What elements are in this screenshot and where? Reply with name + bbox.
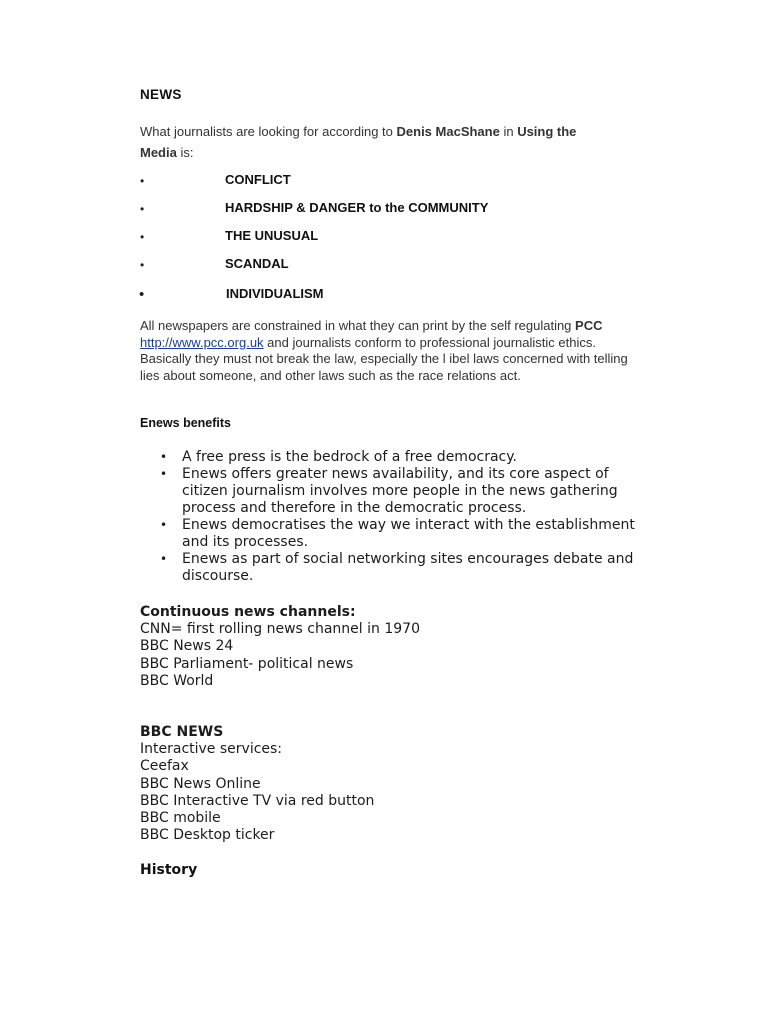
criteria-item: THE UNUSUAL [225, 228, 319, 243]
pcc-link[interactable]: http://www.pcc.org.uk [140, 334, 264, 350]
criteria-bullet: • [140, 202, 145, 216]
list-item: Ceefax [140, 758, 189, 775]
list-item [140, 449, 640, 466]
bbc-news-subheading: Interactive services: [140, 741, 283, 758]
list-item-text: Enews as part of social networking sites encourages debate and discourse. [182, 551, 634, 584]
bullet: • [160, 467, 168, 481]
list-item: BBC News 24 [140, 638, 234, 655]
pcc-abbreviation: PCC [575, 318, 603, 333]
list-item: BBC World [140, 672, 214, 689]
criteria-item: SCANDAL [225, 256, 289, 271]
criteria-bullet: • [140, 258, 145, 272]
pcc-text-before: All newspapers are constrained in what they can print by the self regulating [140, 318, 576, 333]
pcc-paragraph [140, 318, 640, 384]
list-item [140, 517, 640, 551]
history-heading: History [140, 862, 198, 878]
list-item: BBC mobile [140, 810, 221, 827]
list-item-text: Enews offers greater news availability, and its core aspect of citizen journalism involves more people in the news gathering process and therefore in the democratic process. [182, 466, 618, 516]
bbc-news-heading: BBC NEWS [140, 724, 224, 740]
intro-author: Denis MacShane [396, 124, 500, 139]
intro-line [140, 124, 576, 139]
list-item [140, 466, 640, 517]
continuous-news-channels-section [140, 604, 420, 690]
intro-line-continued [140, 145, 193, 160]
list-item: CNN= first rolling news channel in 1970 [140, 621, 420, 638]
list-item: BBC News Online [140, 775, 261, 792]
bullet: • [160, 552, 168, 566]
intro-prefix: What journalists are looking for according to [140, 124, 397, 139]
intro-mid: in [499, 124, 518, 139]
criteria-bullet: • [139, 286, 145, 303]
pcc-text-after: and journalists conform to professional journalistic ethics. Basically they must not break the law, especially the l ibel laws concerned with telling lies about someone, and other laws such as the race relations act. [140, 334, 628, 383]
criteria-item: HARDSHIP & DANGER to the COMMUNITY [225, 200, 489, 215]
list-item: BBC Parliament- political news [140, 655, 354, 672]
enews-benefits-list [140, 449, 640, 585]
bullet: • [160, 450, 168, 464]
list-item: BBC Interactive TV via red button [140, 792, 375, 809]
channels-heading: Continuous news channels: [140, 604, 356, 620]
news-heading: NEWS [140, 87, 182, 102]
bbc-news-section [140, 724, 374, 844]
intro-suffix: is: [176, 145, 194, 160]
list-item: BBC Desktop ticker [140, 827, 275, 844]
list-item [140, 551, 640, 585]
criteria-bullet: • [140, 230, 145, 244]
intro-book-title-part1: Using the [517, 124, 577, 139]
criteria-item: CONFLICT [225, 172, 291, 187]
list-item-text: A free press is the bedrock of a free democracy. [182, 449, 517, 465]
criteria-bullet: • [140, 174, 145, 188]
bullet: • [160, 518, 168, 532]
enews-heading: Enews benefits [140, 416, 231, 430]
list-item-text: Enews democratises the way we interact with the establishment and its processes. [182, 517, 635, 550]
criteria-item: INDIVIDUALISM [226, 286, 324, 301]
intro-book-title-part2: Media [140, 145, 177, 160]
